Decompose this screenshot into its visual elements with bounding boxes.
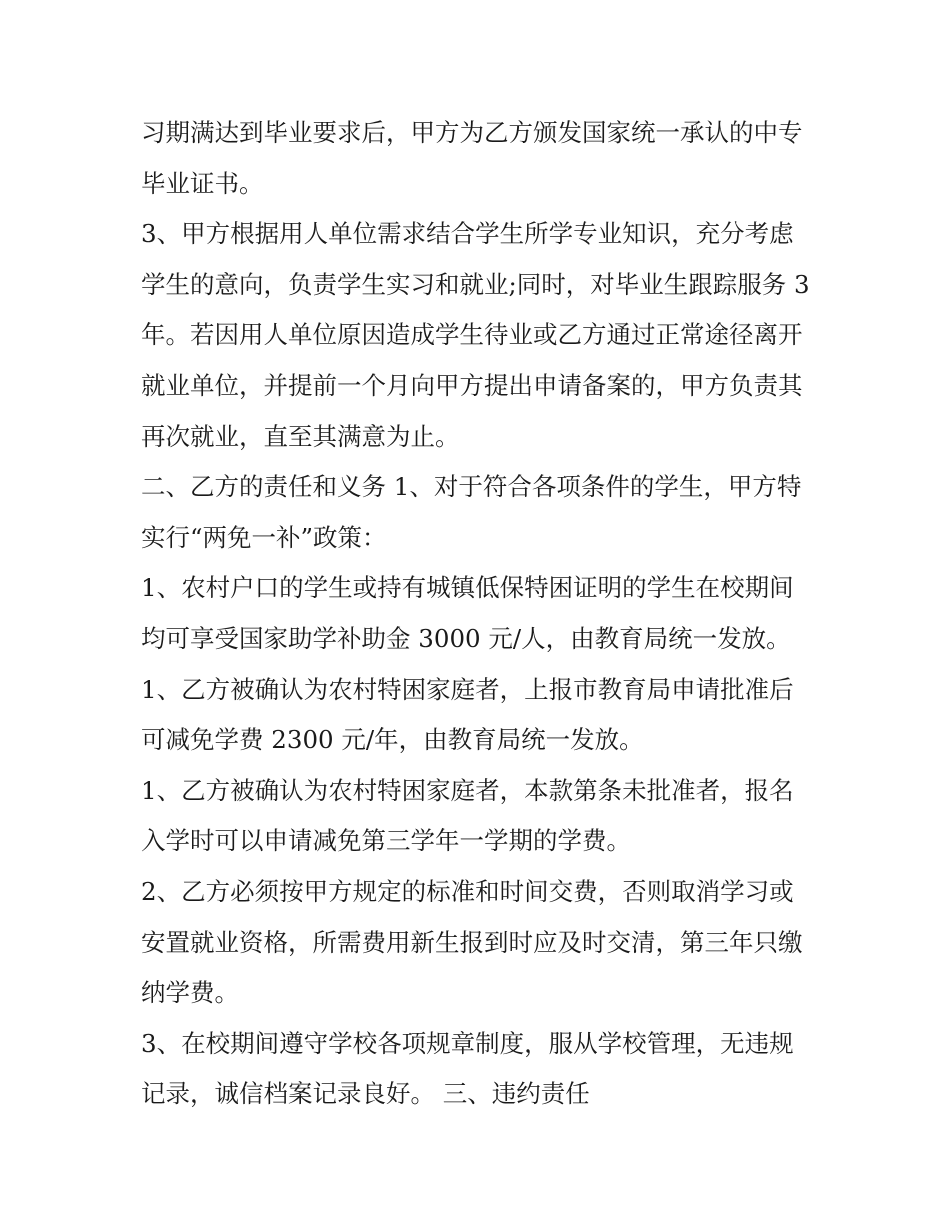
document-body bbox=[141, 108, 821, 1120]
text-line: 二、乙方的责任和义务 1、对于符合各项条件的学生，甲方特 bbox=[141, 472, 802, 502]
text-line: 记录，诚信档案记录良好。 三、违约责任 bbox=[141, 1079, 590, 1109]
text-line: 纳学费。 bbox=[141, 978, 239, 1008]
text-line: 均可享受国家助学补助金 3000 元/人，由教育局统一发放。 bbox=[141, 623, 791, 653]
text-line: 学生的意向，负责学生实习和就业;同时，对毕业生跟踪服务 3 bbox=[141, 269, 810, 299]
text-line: 就业单位，并提前一个月向甲方提出申请备案的，甲方负责其 bbox=[141, 370, 803, 400]
text-line: 再次就业，直至其满意为止。 bbox=[141, 421, 460, 451]
text-line: 毕业证书。 bbox=[141, 168, 264, 198]
text-line: 3、在校期间遵守学校各项规章制度，服从学校管理，无违规 bbox=[141, 1028, 794, 1058]
text-line: 安置就业资格，所需费用新生报到时应及时交清，第三年只缴 bbox=[141, 927, 803, 957]
text-line: 入学时可以申请减免第三学年一学期的学费。 bbox=[141, 826, 631, 856]
text-line: 年。若因用人单位原因造成学生待业或乙方通过正常途径离开 bbox=[141, 320, 803, 350]
text-line: 3、甲方根据用人单位需求结合学生所学专业知识，充分考虑 bbox=[141, 219, 794, 249]
text-line: 1、乙方被确认为农村特困家庭者，上报市教育局申请批准后 bbox=[141, 674, 794, 704]
text-line: 1、农村户口的学生或持有城镇低保特困证明的学生在校期间 bbox=[141, 573, 794, 603]
text-line: 可减免学费 2300 元/年，由教育局统一发放。 bbox=[141, 725, 644, 755]
text-line: 实行“两免一补”政策： bbox=[141, 522, 387, 552]
text-line: 1、乙方被确认为农村特困家庭者，本款第条未批准者，报名 bbox=[141, 775, 794, 805]
text-line: 2、乙方必须按甲方规定的标准和时间交费，否则取消学习或 bbox=[141, 876, 794, 906]
text-line: 习期满达到毕业要求后，甲方为乙方颁发国家统一承认的中专 bbox=[141, 118, 803, 147]
